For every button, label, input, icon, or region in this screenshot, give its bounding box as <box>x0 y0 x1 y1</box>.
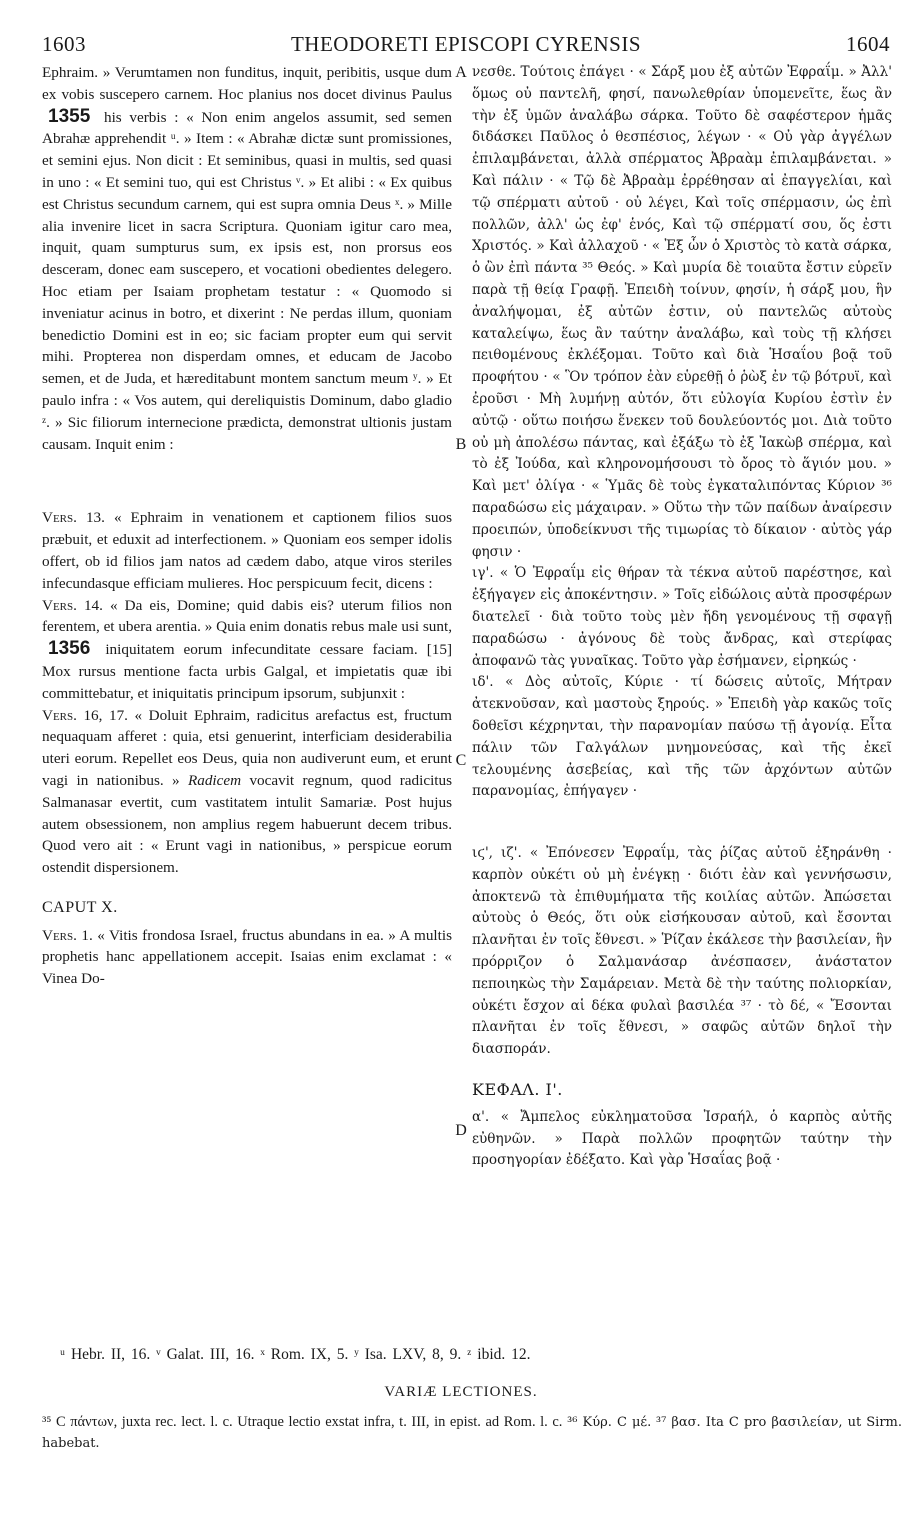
page-number-right: 1604 <box>846 32 890 56</box>
latin-verse-16 <box>42 705 452 879</box>
migne-column-number: 1356 <box>48 638 91 660</box>
page-number-left: 1603 <box>42 32 86 56</box>
greek-paragraph: νεσθε. Τούτοις ἐπάγει · « Σάρξ μου ἐξ αὐτῶν Ἐφραΐμ. » Ἀλλ' ὅμως οὐ παντελῆ, φησί, πανωλεθρίαν ὑπομενεῖτε, ἕως ἂν τὴν ἐξ ὑμῶν ἀναλάβω σάρκα. Τοῦτο δὲ σαφέστερον ἡμᾶς διδάσκει Παῦλος ὁ θεσπέσιος, λέγων · « Οὐ γὰρ ἀγγέλων ἐπιλαμβάνεται, ἀλλὰ σπέρματος Ἀβραὰμ ἐπιλαμβάνεται. » Καὶ πάλιν · « Τῷ δὲ Ἀβραὰμ ἐρρέθησαν αἱ ἐπαγγελίαι, καὶ τῷ σπέρματι αὐτοῦ · οὐ λέγει, Καὶ τοῖς σπέρμασιν, ὡς ἐπὶ πολλῶν, ἀλλ' ὡς ἐφ' ἑνός, Καὶ τῷ σπέρματί σου, ὅς ἐστι Χριστός. » Καὶ ἀλλαχοῦ · « Ἐξ ὧν ὁ Χριστὸς τὸ κατὰ σάρκα, ὁ ὢν ἐπὶ πάντα ³⁵ Θεός. » Καὶ μυρία δὲ τοιαῦτα ἔστιν εὑρεῖν παρὰ τῇ θείᾳ Γραφῇ. Ἐπειδὴ τοίνυν, φησίν, ἡ σάρξ μου, ἣν ἀναλήψομαι, ἐξ αὐτῶν ἐστιν, οὐ παντελῶς αὐτοὺς καταλείψω, ἕως ἂν ταύτην ἀναλάβω, καὶ τοὺς τῇ κλήσει πειθομένους ἐκλέξομαι. Τοῦτο καὶ διὰ Ἡσαΐου βοᾷ τοῦ προφήτου · « Ὃν τρόπον ἐὰν εὑρεθῇ ὁ ῥὼξ ἐν τῷ βότρυϊ, καὶ ἐροῦσι · Μὴ λυμήνῃ αὐτόν, ὅτι εὐλογία Κυρίου ἐστὶν ἐν αὐτῷ · οὕτω ποιήσω ἕνεκεν τοῦ δουλεύοντός μοι. Διὰ τοῦτο οὐ μὴ ἀπολέσω πάντας, καὶ ἐξάξω τὸ ἐξ Ἰακὼβ σπέρμα, καὶ τὸ ἐξ Ἰούδα, καὶ κληρονομήσουσι τὸ ὄρος τὸ ἅγιόν μου. » Καὶ μετ' ὀλίγα · « Ὑμᾶς δὲ τοὺς ἐγκαταλιπόντας Κύριον ³⁶ παραδώσω εἰς μάχαιραν. » Οὕτω τὴν τῶν παίδων ἀναίρεσιν προειπών, ὑποδείκνυσι τῆς τιμωρίας τὸ δίκαιον · αὐτὸς γάρ φησιν · <box>472 64 892 560</box>
greek-verse-13: ιγ'. « Ὁ Ἐφραΐμ εἰς θήραν τὰ τέκνα αὐτοῦ παρέστησε, καὶ ἐξήγαγεν εἰς ἀποκέντησιν. » Τοῖς εἰδώλοις αὐτὰ προσφέρων διατελεῖ · διὰ τοῦτο τοὺς μὲν ἤδη γενομένους τῇ σφαγῇ παραδώσω · ἀγόνους δὲ τοὺς ἄνδρας, καὶ στερίφας ἀποφανῶ τὰς γυναῖκας. Τοῦτο γὰρ ἐσήμανεν, εἰρηκώς · <box>472 565 892 669</box>
latin-text: « Doluit Ephraim, radicitus arefactus est, fructum nequaquam afferet : quia, etsi genuerint, interficiam desiderabilia uteri eorum. Repellet eos Deus, quia non audiverunt eum, et erunt vagi in nationibus. » <box>42 706 452 789</box>
margin-letter-d: D <box>455 1122 467 1139</box>
latin-text: iniquitatem eorum infecunditate cessare faciam. [15] Mox rursus mentione facta urbis Galgal, et impietatis quæ ibi committebatur, et iniquitatis principum ipsorum, subjunxit : <box>42 641 453 702</box>
verse-label: Vers. 13. <box>42 509 105 527</box>
greek-chapter-verse-1: α'. « Ἄμπελος εὐκληματοῦσα Ἰσραήλ, ὁ καρπὸς αὐτῆς εὐθηνῶν. » Παρὰ πολλῶν προφητῶν ταύτην τὴν προσηγορίαν ἐδέξατο. Καὶ γὰρ Ἡσαΐας βοᾷ · <box>472 1108 892 1169</box>
greek-verse-14: ιδ'. « Δὸς αὐτοῖς, Κύριε · τί δώσεις αὐτοῖς, Μήτραν ἀτεκνοῦσαν, καὶ μαστοὺς ξηρούς. » Ἐπειδὴ γὰρ κακῶς τοῖς δοθεῖσι κέχρηνται, τὴν παρανομίαν παύσω τῇ ἀγονίᾳ. Εἶτα πάλιν τῶν Γαλγάλων μνημονεύσας, καὶ τῆς ἐκεῖ τελουμένης ἀσεβείας, καὶ τῆς τῶν ἀρχόντων αὐτῶν παρανομίας, ἐπήγαγεν · <box>472 674 892 800</box>
margin-letter-a: A <box>455 64 467 81</box>
latin-text: « Ephraim in venationem et captionem filios suos præbuit, et eduxit ad interfectionem. » Quoniam eos semper idolis offert, ob id filios jam natos ad cædem dabo, atque viros steriles infecundasque efficiam mulieres. Hoc perspicuum fecit, dicens : <box>42 509 453 592</box>
verse-label: Vers. 1. <box>42 926 93 944</box>
verse-label: Vers. 16, 17. <box>42 706 128 724</box>
latin-chapter-verse-1 <box>42 925 452 990</box>
latin-italic: Radicem <box>187 771 242 789</box>
chapter-heading-latin: CAPUT X. <box>42 898 118 916</box>
latin-paragraph <box>42 62 452 455</box>
running-title: THEODORETI EPISCOPI CYRENSIS <box>290 32 642 56</box>
page-header <box>42 32 890 60</box>
latin-text: Ephraim. » Verumtamen non funditus, inquit, peribitis, usque dum ex vobis suscepero carnem. Hoc planius nos docet divinus Paulus <box>42 64 452 103</box>
greek-column <box>472 62 892 1172</box>
latin-column <box>42 62 452 990</box>
variant-note: ³⁵ C πάντων, juxta rec. lect. l. c. Utraque lectio exstat infra, t. III, in epist. ad Rom. l. c. <box>42 1414 563 1430</box>
latin-text: « Vitis frondosa Israel, fructus abundans in ea. » A multis prophetis hanc appellationem accepit. Isaias enim exclamat : « Vinea Do- <box>42 926 452 988</box>
latin-verse-14 <box>42 595 452 705</box>
latin-text: his verbis : « Non enim angelos assumit, sed semen Abrahæ apprehendit ᵘ. » Item : « Abrahæ dictæ sunt promissiones, et semini ejus. Non dicit : Et seminibus, quasi in multis, sed quasi in uno : « Et semini tuo, qui est Christus ᵛ. » Et alibi : « Ex quibus est Christus secundum carnem, qui est supra omnia Deus ˣ. » Mille alia invenire licet in sacra Scriptura. Quoniam igitur caro mea, inquit, quam sumpturus sum, ex ipsis est, non prorsus eos desceram, donec eam suscepero, et vocationi obedientes delegero. Hoc etiam per Isaiam prophetam testatur : « Quomodo si inveniatur acinus in botro, et dixerint : Ne perdas illum, quoniam benedictio Domini est in eo; sic faciam propter eum qui servit mihi. Propterea non disperdam omnes, et educam de Jacobo semen, et de Juda, et hæreditabunt montem sanctum meum ʸ. » Et paulo infra : « Vos autem, qui dereliquistis Dominum, dabo gladio ᶻ. » Sic filiorum internecione prædicta, demonstrat ultionis justam causam. Inquit enim : <box>42 108 453 453</box>
chapter-heading-greek: ΚΕΦΑΛ. Ι'. <box>472 1080 563 1100</box>
scripture-footnotes: ᵘ Hebr. II, 16. ᵛ Galat. III, 16. ˣ Rom. IX, 5. ʸ Isa. LXV, 8, 9. ᶻ ibid. 12. <box>60 1346 531 1363</box>
variae-lectiones <box>42 1412 902 1454</box>
latin-text: vocavit regnum, quod radicitus Salmanasar evertit, cum vastitatem intulit Samariæ. Post hujus autem obsessionem, non amplius regem habuerunt decem tribus. Quod vero ait : « Erunt vagi in nationibus, » perspicue eorum ostendit dispersionem. <box>42 771 453 877</box>
latin-verse-13 <box>42 507 452 594</box>
variae-lectiones-title: VARIÆ LECTIONES. <box>384 1384 538 1400</box>
latin-text: « Da eis, Domine; quid dabis eis? uterum filios non ferentem, et ubera arentia. » Quia enim donatis rebus male usi sunt, <box>42 596 452 636</box>
greek-verse-16: ιϛ', ιζ'. « Ἐπόνεσεν Ἐφραΐμ, τὰς ῥίζας αὐτοῦ ἐξηράνθη · καρπὸν οὐκέτι οὐ μὴ ἐνέγκῃ · διότι ἐὰν καὶ γεννήσωσιν, ἀποκτενῶ τὰ ἐπιθυμήματα τῆς κοιλίας αὐτῶν. Ἀπώσεται αὐτοὺς ὁ Θεός, ὅτι οὐκ εἰσήκουσαν αὐτοῦ, καὶ ἔσονται πλανῆται ἐν τοῖς ἔθνεσι. » Ῥίζαν ἐκάλεσε τὴν βασιλείαν, ἣν πρόρριζον ὁ Σαλμανάσαρ ἀνέσπασεν, ἀνάστατον πεποιηκὼς τὴν Σαμάρειαν. Μετὰ δὲ τὴν ταύτης πολιορκίαν, οὐκέτι ἔσχον αἱ δέκα φυλαὶ βασιλέα ³⁷ · τὸ δέ, « Ἔσονται πλανῆται ἐν τοῖς ἔθνεσι, » σαφῶς αὐτῶν δηλοῖ τὴν διασποράν. <box>472 845 892 1058</box>
margin-letter-c: C <box>455 752 467 769</box>
verse-label: Vers. 14. <box>42 596 103 614</box>
migne-column-number: 1355 <box>48 105 91 127</box>
margin-letter-b: B <box>455 436 467 453</box>
variant-note: ³⁷ βασ. Ita C pro βασιλείαν, ut Sirm. habebat. <box>42 1415 903 1451</box>
variant-note: ³⁶ Κύρ. C μέ. <box>567 1415 652 1430</box>
